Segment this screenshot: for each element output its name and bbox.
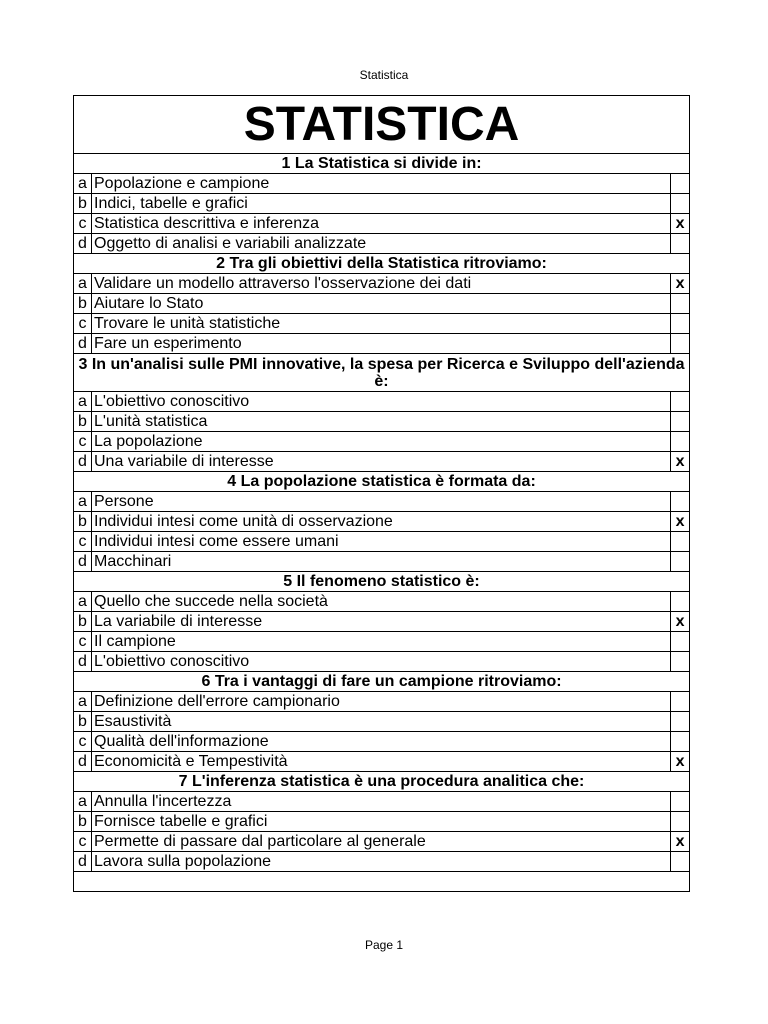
option-text: Oggetto di analisi e variabili analizzate (92, 234, 671, 254)
option-row (74, 532, 690, 552)
option-row (74, 194, 690, 214)
answer-mark (671, 412, 690, 432)
question-text: 4 La popolazione statistica è formata da: (74, 472, 690, 492)
answer-mark: x (671, 752, 690, 772)
question-row (74, 572, 690, 592)
option-row (74, 612, 690, 632)
option-row (74, 274, 690, 294)
option-letter: b (74, 294, 92, 314)
option-row (74, 792, 690, 812)
question-row (74, 254, 690, 274)
option-text: Indici, tabelle e grafici (92, 194, 671, 214)
empty-row (74, 872, 690, 892)
option-row (74, 752, 690, 772)
option-text: Persone (92, 492, 671, 512)
option-row (74, 712, 690, 732)
question-row (74, 772, 690, 792)
option-letter: a (74, 392, 92, 412)
question-text: 3 In un'analisi sulle PMI innovative, la spesa per Ricerca e Sviluppo dell'azienda è: (74, 354, 690, 392)
option-row (74, 432, 690, 452)
option-row (74, 512, 690, 532)
sheet-title: STATISTICA (74, 96, 690, 154)
answer-mark: x (671, 452, 690, 472)
option-letter: d (74, 452, 92, 472)
page-header: Statistica (359, 68, 409, 82)
page-footer: Page 1 (364, 938, 404, 952)
option-text: Economicità e Tempestività (92, 752, 671, 772)
option-letter: d (74, 752, 92, 772)
option-letter: d (74, 552, 92, 572)
answer-mark: x (671, 274, 690, 294)
option-letter: c (74, 532, 92, 552)
option-row (74, 732, 690, 752)
option-letter: b (74, 512, 92, 532)
question-text: 2 Tra gli obiettivi della Statistica ritroviamo: (74, 254, 690, 274)
answer-mark (671, 234, 690, 254)
answer-mark (671, 194, 690, 214)
answer-mark (671, 392, 690, 412)
option-letter: a (74, 792, 92, 812)
option-row (74, 692, 690, 712)
answer-mark (671, 852, 690, 872)
answer-mark (671, 692, 690, 712)
question-row (74, 154, 690, 174)
answer-mark (671, 632, 690, 652)
quiz-table (73, 95, 690, 892)
option-row (74, 234, 690, 254)
option-letter: b (74, 812, 92, 832)
option-text: Macchinari (92, 552, 671, 572)
option-row (74, 214, 690, 234)
question-text: 5 Il fenomeno statistico è: (74, 572, 690, 592)
option-letter: a (74, 692, 92, 712)
option-text: Fare un esperimento (92, 334, 671, 354)
answer-mark (671, 174, 690, 194)
option-text: La popolazione (92, 432, 671, 452)
option-letter: b (74, 712, 92, 732)
option-text: Trovare le unità statistiche (92, 314, 671, 334)
question-row (74, 472, 690, 492)
option-row (74, 392, 690, 412)
question-text: 6 Tra i vantaggi di fare un campione ritroviamo: (74, 672, 690, 692)
option-letter: c (74, 214, 92, 234)
option-letter: c (74, 632, 92, 652)
option-text: Definizione dell'errore campionario (92, 692, 671, 712)
option-letter: c (74, 314, 92, 334)
option-row (74, 652, 690, 672)
option-text: Esaustività (92, 712, 671, 732)
answer-mark (671, 314, 690, 334)
answer-mark: x (671, 832, 690, 852)
option-row (74, 552, 690, 572)
option-row (74, 832, 690, 852)
option-text: Lavora sulla popolazione (92, 852, 671, 872)
option-letter: d (74, 652, 92, 672)
option-text: Aiutare lo Stato (92, 294, 671, 314)
answer-mark: x (671, 512, 690, 532)
answer-mark: x (671, 214, 690, 234)
option-text: Individui intesi come essere umani (92, 532, 671, 552)
option-letter: c (74, 732, 92, 752)
option-letter: b (74, 612, 92, 632)
option-text: Fornisce tabelle e grafici (92, 812, 671, 832)
option-row (74, 314, 690, 334)
option-row (74, 632, 690, 652)
empty-cell (74, 872, 690, 892)
question-text: 1 La Statistica si divide in: (74, 154, 690, 174)
answer-mark (671, 532, 690, 552)
answer-mark (671, 552, 690, 572)
option-row (74, 294, 690, 314)
option-row (74, 174, 690, 194)
option-text: Permette di passare dal particolare al generale (92, 832, 671, 852)
option-row (74, 412, 690, 432)
title-row (74, 96, 690, 154)
option-text: Qualità dell'informazione (92, 732, 671, 752)
option-text: La variabile di interesse (92, 612, 671, 632)
option-text: Quello che succede nella società (92, 592, 671, 612)
option-row (74, 592, 690, 612)
answer-mark (671, 652, 690, 672)
option-letter: d (74, 234, 92, 254)
answer-mark (671, 334, 690, 354)
option-letter: b (74, 412, 92, 432)
option-letter: d (74, 852, 92, 872)
option-row (74, 852, 690, 872)
option-text: L'obiettivo conoscitivo (92, 652, 671, 672)
answer-mark (671, 592, 690, 612)
option-letter: d (74, 334, 92, 354)
option-text: Una variabile di interesse (92, 452, 671, 472)
option-text: Annulla l'incertezza (92, 792, 671, 812)
answer-mark (671, 792, 690, 812)
answer-mark (671, 432, 690, 452)
answer-mark (671, 732, 690, 752)
answer-mark (671, 294, 690, 314)
option-letter: a (74, 592, 92, 612)
option-text: Popolazione e campione (92, 174, 671, 194)
answer-mark (671, 812, 690, 832)
option-text: L'unità statistica (92, 412, 671, 432)
option-text: Il campione (92, 632, 671, 652)
option-row (74, 492, 690, 512)
option-row (74, 452, 690, 472)
option-row (74, 334, 690, 354)
option-letter: c (74, 832, 92, 852)
option-text: Validare un modello attraverso l'osservazione dei dati (92, 274, 671, 294)
question-row (74, 672, 690, 692)
question-text: 7 L'inferenza statistica è una procedura analitica che: (74, 772, 690, 792)
answer-mark: x (671, 612, 690, 632)
answer-mark (671, 712, 690, 732)
option-text: Statistica descrittiva e inferenza (92, 214, 671, 234)
answer-mark (671, 492, 690, 512)
option-letter: a (74, 174, 92, 194)
option-letter: a (74, 492, 92, 512)
option-letter: c (74, 432, 92, 452)
option-text: Individui intesi come unità di osservazione (92, 512, 671, 532)
option-row (74, 812, 690, 832)
question-row (74, 354, 690, 392)
option-letter: a (74, 274, 92, 294)
option-text: L'obiettivo conoscitivo (92, 392, 671, 412)
option-letter: b (74, 194, 92, 214)
